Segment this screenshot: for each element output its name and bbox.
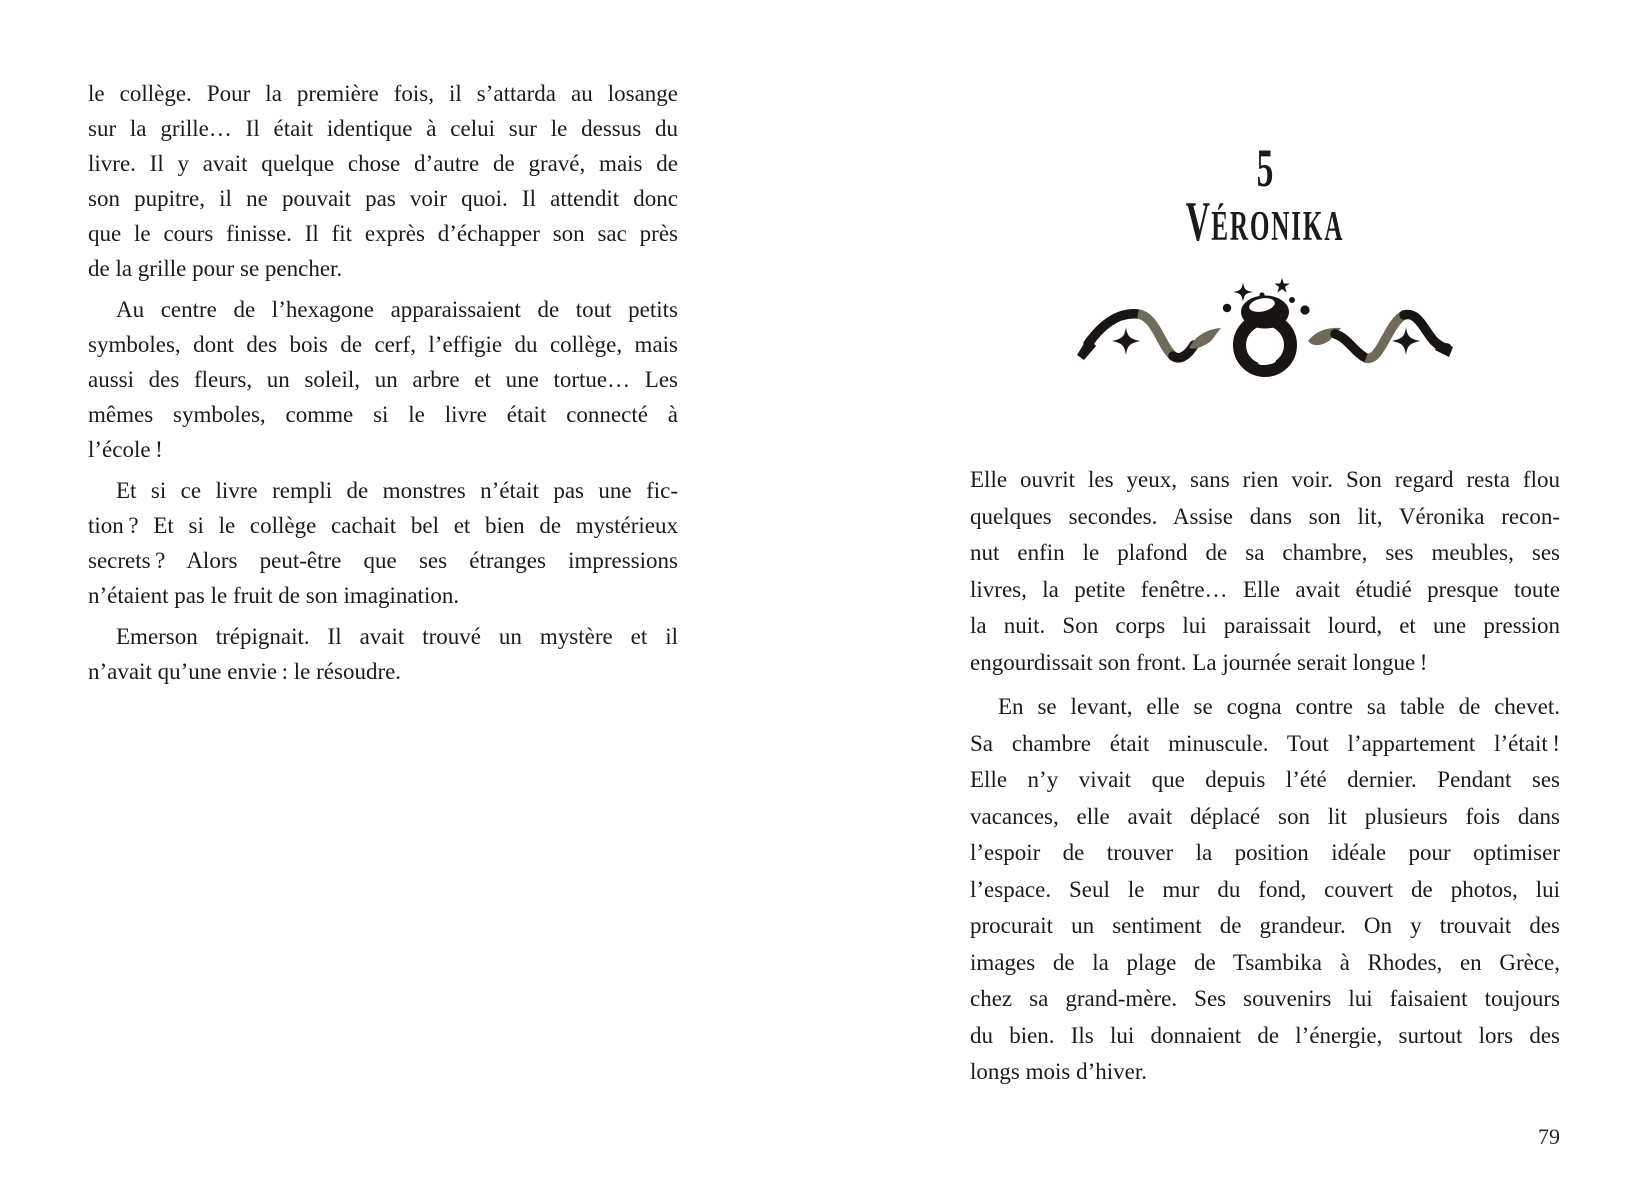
text-line: sur la grille… Il était identique à celui sur le dessus du bbox=[88, 116, 678, 141]
text-line: quelques secondes. Assise dans son lit, Véronika recon- bbox=[970, 503, 1560, 529]
text-line: Elle ouvrit les yeux, sans rien voir. Son regard resta flou bbox=[970, 467, 1560, 492]
text-line: images de la plage de Tsambika à Rhodes, en Grèce, bbox=[970, 949, 1560, 975]
paragraph bbox=[970, 689, 1560, 1091]
text-line: que le cours finisse. Il fit exprès d’échapper son sac près bbox=[88, 221, 678, 246]
text-line: longs mois d’hiver. bbox=[970, 1059, 1147, 1084]
sparkle-4pt-star-icon bbox=[1112, 327, 1140, 355]
paragraph bbox=[88, 76, 678, 286]
text-line: du bien. Ils lui donnaient de l’énergie, surtout lors des bbox=[970, 1022, 1560, 1048]
text-line: secrets ? Alors peut-être que ses étranges impressions bbox=[88, 548, 678, 573]
text-line: de la grille pour se pencher. bbox=[88, 256, 343, 281]
text-line: livre. Il y avait quelque chose d’autre de gravé, mais de bbox=[88, 151, 678, 176]
ring-icon bbox=[1240, 296, 1291, 371]
page-number: 79 bbox=[1538, 1124, 1560, 1149]
text-line: n’étaient pas le fruit de son imagination. bbox=[88, 583, 460, 608]
sparkle-dot bbox=[1300, 305, 1309, 314]
text-line: Elle n’y vivait que depuis l’été dernier. Pendant ses bbox=[970, 767, 1560, 792]
ribbon-left-icon bbox=[1077, 314, 1221, 360]
text-line: n’avait qu’une envie : le résoudre. bbox=[88, 659, 402, 684]
paragraph bbox=[88, 292, 678, 467]
text-line: Emerson trépignait. Il avait trouvé un mystère et il bbox=[116, 624, 678, 649]
text-line: nut enfin le plafond de sa chambre, ses meubles, ses bbox=[970, 540, 1560, 565]
text-line: procurait un sentiment de grandeur. On y trouvait des bbox=[970, 913, 1560, 938]
text-line: tion ? Et si le collège cachait bel et bien de mystérieux bbox=[88, 513, 678, 538]
text-line: l’espace. Seul le mur du fond, couvert de photos, lui bbox=[970, 876, 1560, 902]
text-line: engourdissait son front. La journée serait longue ! bbox=[970, 649, 1428, 675]
sparkle-dot bbox=[1289, 297, 1295, 303]
text-line: aussi des fleurs, un soleil, un arbre et une tortue… Les bbox=[88, 367, 678, 392]
paragraph bbox=[88, 619, 678, 689]
paragraph bbox=[88, 473, 678, 613]
text-line: Sa chambre était minuscule. Tout l’appartement l’était ! bbox=[970, 730, 1560, 756]
chapter-title bbox=[1088, 191, 1442, 253]
text-line: son pupitre, il ne pouvait pas voir quoi. Il attendit donc bbox=[88, 186, 678, 211]
sparkle-dot bbox=[1259, 292, 1264, 297]
sparkle-dot bbox=[1223, 304, 1231, 312]
text-line: vacances, elle avait déplacé son lit plusieurs fois dans bbox=[970, 803, 1560, 829]
text-line: l’espoir de trouver la position idéale pour optimiser bbox=[970, 840, 1560, 865]
text-line: chez sa grand-mère. Ses souvenirs lui faisaient toujours bbox=[970, 986, 1560, 1011]
text-line: l’école ! bbox=[88, 437, 163, 462]
left-page-text-block bbox=[88, 76, 678, 689]
sparkle-5pt-star-icon bbox=[1274, 278, 1289, 293]
chapter-ornament bbox=[1075, 262, 1455, 382]
chapter-title-rest: ÉRONIKA bbox=[1211, 204, 1345, 250]
text-line: En se levant, elle se cogna contre sa table de chevet. bbox=[998, 694, 1560, 719]
chapter-title-initial: V bbox=[1185, 191, 1212, 253]
text-line: mêmes symboles, comme si le livre était connecté à bbox=[88, 402, 678, 427]
text-line: livres, la petite fenêtre… Elle avait étudié presque toute bbox=[970, 576, 1560, 602]
text-line: le collège. Pour la première fois, il s’attarda au losange bbox=[88, 81, 678, 106]
right-page bbox=[970, 0, 1560, 1200]
text-line: Et si ce livre rempli de monstres n’était pas une fic- bbox=[116, 478, 678, 503]
sparkle-4pt-star-icon bbox=[1233, 282, 1253, 302]
paragraph bbox=[970, 462, 1560, 681]
ribbon-right-icon bbox=[1308, 314, 1453, 358]
text-line: symboles, dont des bois de cerf, l’effigie du collège, mais bbox=[88, 332, 678, 357]
chapter-number: 5 bbox=[1256, 138, 1274, 198]
text-line: la nuit. Son corps lui paraissait lourd, et une pression bbox=[970, 613, 1560, 638]
sparkle-4pt-star-icon bbox=[1392, 327, 1420, 355]
text-line: Au centre de l’hexagone apparaissaient de tout petits bbox=[116, 297, 678, 322]
right-page-text-block bbox=[970, 462, 1560, 1091]
